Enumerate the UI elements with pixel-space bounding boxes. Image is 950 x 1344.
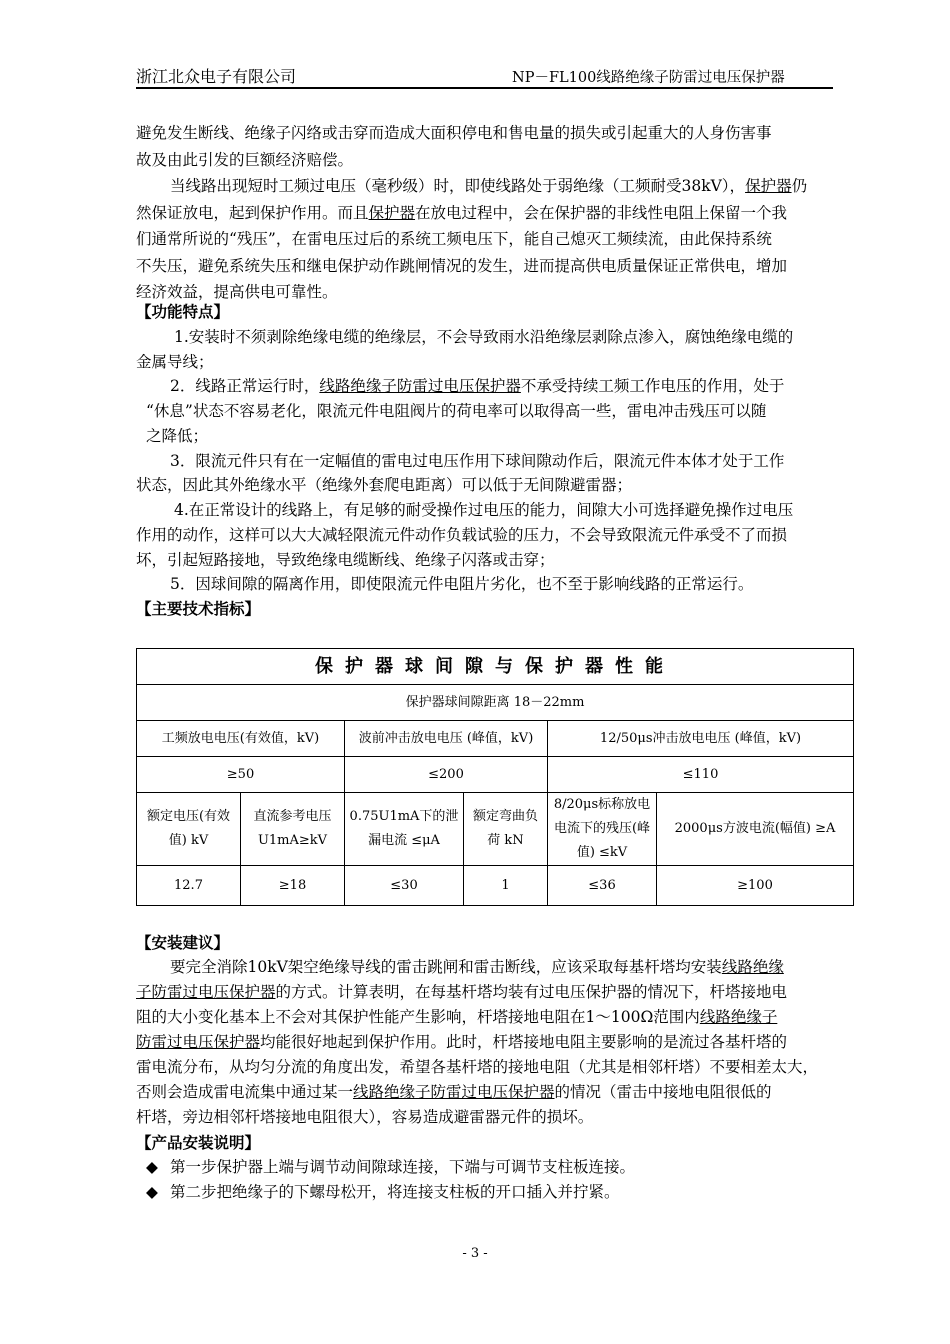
link-protector[interactable]: 保护器 [368,203,416,222]
text-line: 5．因球间隙的隔离作用，即使限流元件电阻片劣化，也不至于影响线路的正常运行。 [170,575,754,594]
table-cell: ≤36 [548,866,657,906]
text: 仍 [791,177,808,195]
text-line [136,200,836,227]
table-cell: ≥50 [137,757,345,793]
header-product: NP－FL100线路绝缘子防雷过电压保护器 [512,70,785,86]
intro-section [136,120,836,306]
table-cell: 波前冲击放电电压 (峰值，kV) [345,721,548,757]
link-protector[interactable]: 保护器 [745,177,792,195]
text: 要完全消除10kV架空绝缘导线的雷击跳闸和雷击断线，应该采取每基杆塔均安装 [170,958,722,976]
table-cell: 12.7 [137,866,241,906]
table-cell: 额定电压(有效值) kV [137,793,241,866]
spec-table [136,648,854,906]
text-line [136,374,836,399]
page-number: - 3 - [462,1246,488,1261]
text-line [136,1080,836,1105]
text-line: 4.在正常设计的线路上，有足够的耐受操作过电压的能力，间隙大小可选择避免操作过电压 [174,501,794,519]
link-product[interactable]: 防雷过电压保护器 [136,1033,261,1051]
text-line [136,173,836,200]
section-heading: 【安装建议】 [136,933,230,952]
text-line: 避免发生断线、绝缘子闪络或击穿而造成大面积停电和售电量的损失或引起重大的人身伤害事 [136,124,772,142]
table-cell: ≤110 [548,757,854,793]
table-cell: 0.75U1mA下的泄漏电流 ≤μA [345,793,464,866]
header-rule [136,87,833,89]
text: 阻的大小变化基本上不会对其保护性能产生影响，杆塔接地电阻在1～100Ω范围内 [136,1008,700,1026]
text-line: 不失压，避免系统失压和继电保护动作跳闸情况的发生，进而提高供电质量保证正常供电，增加 [136,256,788,275]
text-line: 1.安装时不须剥除绝缘电缆的绝缘层，不会导致雨水沿绝缘层剥除点渗入，腐蚀绝缘电缆的 [174,327,794,346]
text: 2．线路正常运行时， [170,377,320,396]
text-line: 状态，因此其外绝缘水平（绝缘外套爬电距离）可以低于无间隙避雷器； [136,476,633,495]
link-product[interactable]: 线路绝缘 [721,958,784,976]
text-line: 故及由此引发的巨额经济赔偿。 [136,150,354,169]
text: 第一步保护器上端与调节动间隙球连接，下端与可调节支柱板连接。 [170,1158,636,1176]
text-line: 金属导线； [136,352,214,371]
table-gap: 保护器球间隙距离 18－22mm [137,685,854,721]
table-cell: 2000μs方波电流(幅值) ≥A [657,793,854,866]
text-line: 作用的动作，这样可以大大减轻限流元件动作负载试验的压力，不会导致限流元件承受不了而损 [136,525,788,544]
section-heading: 【主要技术指标】 [136,599,261,618]
text: 第二步把绝缘子的下螺母松开，将连接支柱板的开口插入并拧紧。 [170,1183,620,1201]
text-line [136,1005,836,1030]
text-line: 雷电流分布，从均匀分流的角度出发，希望各基杆塔的接地电阻（尤其是相邻杆塔）不要相差太大， [136,1058,819,1076]
text: 然保证放电，起到保护作用。而且 [136,203,369,222]
text: 不承受持续工频工作电压的作用，处于 [520,377,785,396]
text: 当线路出现短时工频过电压（毫秒级）时，即使线路处于弱绝缘（工频耐受38kV）， [170,177,746,195]
header-company: 浙江北众电子有限公司 [136,67,297,86]
text-line: 们通常所说的“残压”，在雷电压过后的系统工频电压下，能自己熄灭工频续流，由此保持系统 [136,230,772,248]
features-section [136,300,836,622]
text: 否则会造成雷电流集中通过某一 [136,1083,354,1101]
diamond-bullet-icon: ◆ [146,1158,158,1176]
table-cell: ≥100 [657,866,854,906]
text-line: 经济效益，提高供电可靠性。 [136,283,338,301]
text-line: “休息”状态不容易老化，限流元件电阻阀片的荷电率可以取得高一些，雷电冲击残压可以随 [146,402,767,420]
text-line: 之降低； [146,426,209,445]
table-cell: ≤200 [345,757,548,793]
diamond-bullet-icon: ◆ [146,1183,158,1201]
text: 在放电过程中，会在保护器的非线性电阻上保留一个我 [415,203,788,222]
table-cell: 工频放电电压(有效值，kV) [137,721,345,757]
text: 的情况（雷击中接地电阻很低的 [554,1083,772,1101]
table-cell: 8/20μs标称放电电流下的残压(峰值) ≤kV [548,793,657,866]
table-cell: 12/50μs冲击放电电压 (峰值，kV) [548,721,854,757]
text: 均能很好地起到保护作用。此时，杆塔接地电阻主要影响的是流过各基杆塔的 [260,1033,788,1051]
table-cell: 额定弯曲负荷 kN [464,793,548,866]
section-heading: 【功能特点】 [136,302,230,321]
table-cell: 1 [464,866,548,906]
text-line [136,955,836,980]
text-line: 杆塔，旁边相邻杆塔接地电阻很大），容易造成避雷器元件的损坏。 [136,1108,594,1126]
table-cell: ≥18 [241,866,345,906]
table-cell: 直流参考电压U1mA≥kV [241,793,345,866]
table-cell: ≤30 [345,866,464,906]
link-product[interactable]: 线路绝缘子防雷过电压保护器 [353,1083,555,1101]
list-item [136,1155,836,1180]
list-item [136,1180,836,1205]
install-section [136,930,836,1205]
text-line [136,1030,836,1055]
link-product[interactable]: 线路绝缘子防雷过电压保护器 [319,377,521,396]
table-title: 保护器球间隙与保护器性能 [137,649,854,685]
text-line [136,980,836,1005]
link-product[interactable]: 线路绝缘子 [699,1008,778,1026]
text-line: 坏，引起短路接地，导致绝缘电缆断线、绝缘子闪落或击穿； [136,550,555,569]
text: 的方式。计算表明，在每基杆塔均装有过电压保护器的情况下，杆塔接地电 [275,983,788,1001]
text-line: 3．限流元件只有在一定幅值的雷电过电压作用下球间隙动作后，限流元件本体才处于工作 [170,451,785,470]
link-product[interactable]: 子防雷过电压保护器 [136,983,276,1001]
section-heading: 【产品安装说明】 [136,1133,261,1152]
